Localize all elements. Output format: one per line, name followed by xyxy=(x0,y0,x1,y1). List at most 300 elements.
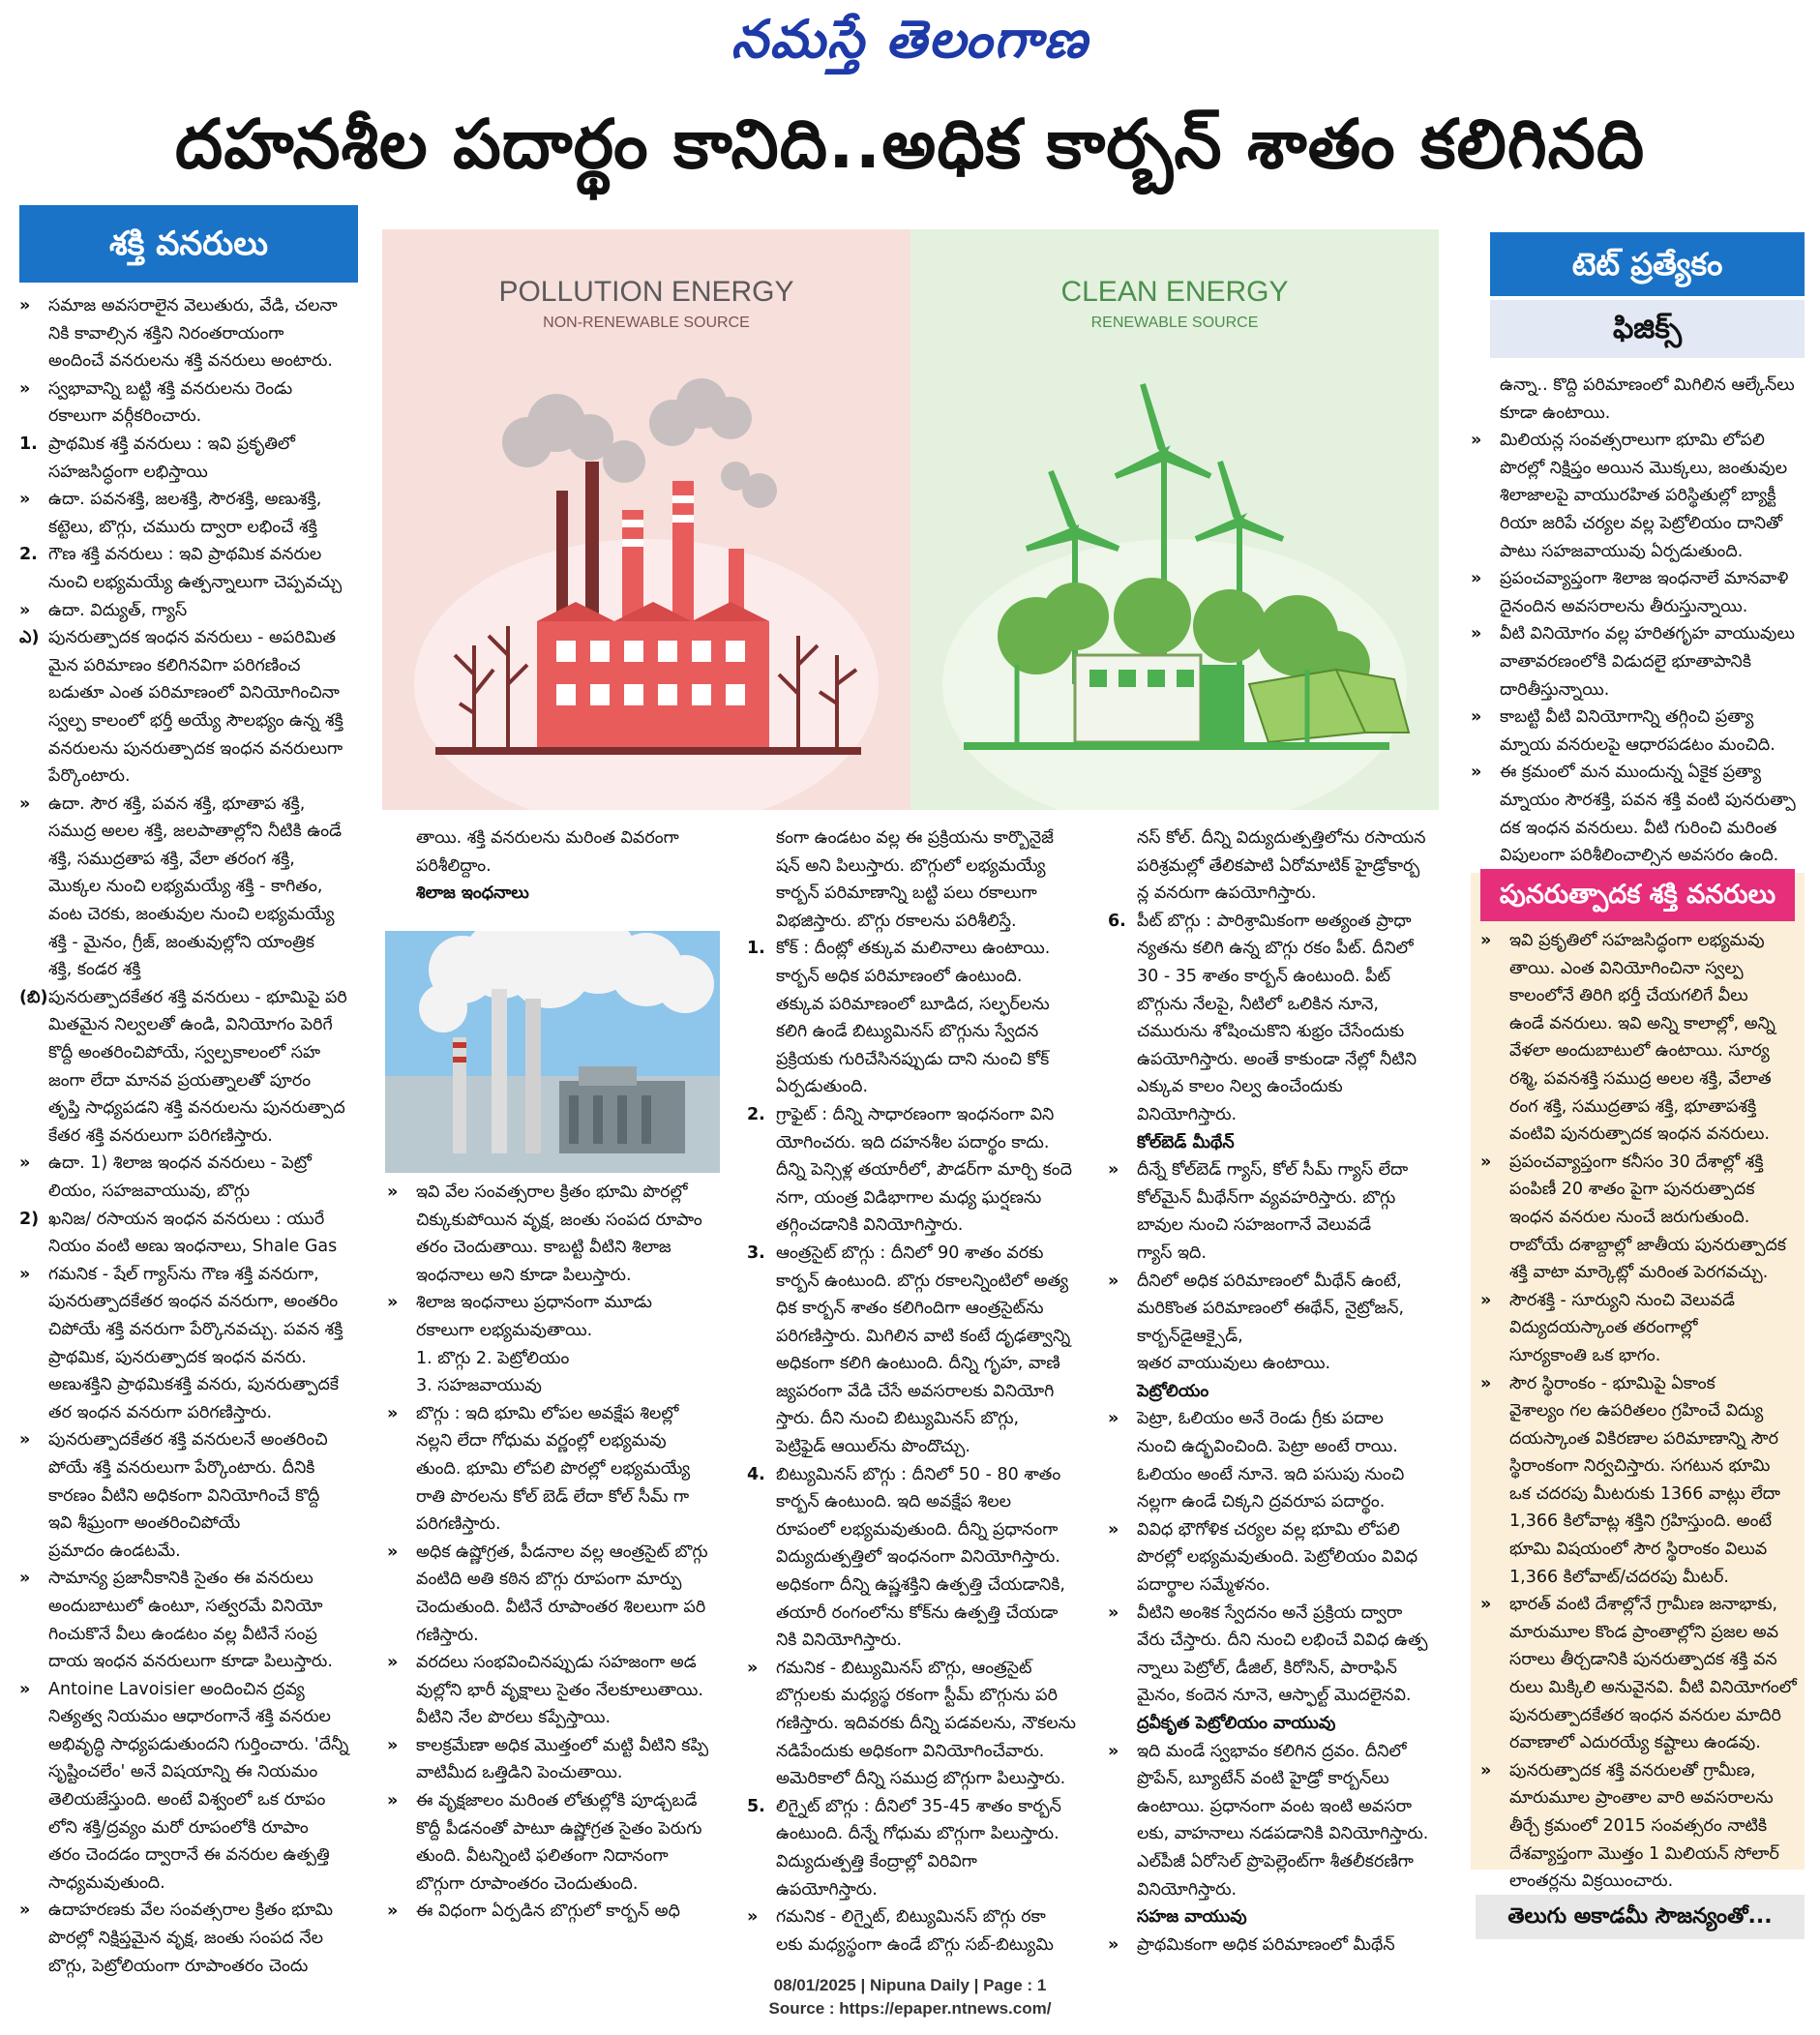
text-line xyxy=(1480,1065,1800,1093)
text-line-content: కార్బన్ పరిమాణాన్ని బట్టి పలు రకాలుగా xyxy=(776,883,1037,904)
text-line xyxy=(19,1786,358,1814)
text-line-content: మైన పరిమాణం కలిగినవిగా పరిగణించ xyxy=(48,655,301,675)
text-line xyxy=(19,1593,358,1621)
text-line-content: వినియోగిస్తారు. xyxy=(1137,1104,1238,1124)
text-line xyxy=(19,679,358,707)
text-line xyxy=(19,1316,358,1344)
text-line-content: ఉపయోగిస్తారు. అంతే కాకుండా నేల్లో నీటిని xyxy=(1137,1049,1417,1069)
text-line-content: కార్బన్ ఉంటుంది. ఇది అవక్షేప శిలల xyxy=(776,1492,1012,1512)
text-line xyxy=(1108,1765,1451,1793)
text-line-content: ఆంత్రసైట్ బొగ్గు : దీనిలో 90 శాతం వరకు xyxy=(776,1242,1044,1263)
text-line xyxy=(747,1516,1086,1544)
bullet-marker: » xyxy=(19,1569,31,1589)
text-line-content: తుంది. వీటన్నింటి ఫలితంగా నిదానంగా xyxy=(416,1846,669,1867)
text-line xyxy=(19,873,358,901)
bullet-marker: » xyxy=(747,1907,759,1928)
bullet-marker: 1. xyxy=(19,434,38,454)
text-line-content: మొక్కల నుంచి లభ్యమయ్యే శక్తి - కాగితం, xyxy=(48,877,323,897)
text-line-content: పీట్ బొగ్గు : పారిశ్రామికంగా అత్యంత ప్రాధా xyxy=(1137,911,1412,931)
text-line-content: తక్కువ పరిమాణంలో బూడిద, సల్ఫర్‌లను xyxy=(776,994,1050,1014)
text-line-content: మ్నాయ వనరులపై ఆధారపడటం మంచిది. xyxy=(1500,734,1775,755)
bullet-marker: » xyxy=(19,1430,31,1451)
text-line-content: ఈ వృక్షజాలం మరింత లోతుల్లోకి పూడ్చబడే xyxy=(416,1791,698,1811)
text-line-content: 1,366 కిలోవాట్ల శక్తిని గ్రహిస్తుంది. అంటే xyxy=(1509,1511,1772,1532)
text-line-content: కట్టెలు, బొగ్గు, చమురు ద్వారా లభించే శక్తి xyxy=(48,517,317,537)
text-line-content: ఉన్నా.. కొద్ది పరిమాణంలో మిగిలిన ఆల్కేన్‌లు xyxy=(1500,375,1795,395)
text-line xyxy=(387,1649,726,1677)
text-line-content: పదార్థాల సమ్మేళనం. xyxy=(1137,1575,1270,1596)
text-line xyxy=(1108,963,1451,991)
text-line xyxy=(1480,955,1800,983)
bullet-marker: » xyxy=(1471,431,1482,451)
text-line-content: శక్తి, కండర శక్తి xyxy=(48,960,141,980)
text-line xyxy=(747,1931,1086,1960)
bullet-marker: » xyxy=(387,1735,399,1755)
text-line-content: నల్లగా ఉండే చిక్కని ద్రవరూప పదార్థం. xyxy=(1137,1492,1386,1512)
text-line xyxy=(1471,427,1805,455)
text-line xyxy=(747,1738,1086,1766)
clean-energy-subtitle: RENEWABLE SOURCE xyxy=(1090,314,1259,331)
text-line-content: న్ల వనరుగా ఉపయోగిస్తారు. xyxy=(1137,883,1317,904)
text-line xyxy=(1471,759,1805,787)
text-line-content: సృష్టించలేం' అనే విషయాన్ని ఈ నియమం xyxy=(48,1762,318,1782)
text-line xyxy=(387,1815,726,1843)
text-line-content: విభజిస్తారు. బొగ్గు రకాలను పరిశీలిస్తే. xyxy=(776,911,1017,931)
text-line-content: వినియోగిస్తారు. xyxy=(1137,1879,1238,1900)
text-line xyxy=(19,1206,358,1234)
bullet-marker: (బి) xyxy=(19,987,48,1007)
text-line-content: దయస్కాంత వికిరణాల పరిమాణాన్ని సౌర xyxy=(1509,1428,1778,1449)
text-line-content: ప్రక్రియకు గురిచేసినప్పుడు దాని నుంచి కోక్ xyxy=(776,1049,1050,1069)
text-line-content: నగా, యంత్ర విడిభాగాల మధ్య ఘర్షణను xyxy=(776,1187,1042,1208)
text-line-content: తగ్గించడానికి వినియోగిస్తారు. xyxy=(776,1215,964,1236)
text-line xyxy=(19,1399,358,1427)
text-line xyxy=(19,1371,358,1399)
text-line-content: నడిపేందుకు అధికంగా వినియోగించేవారు. xyxy=(776,1741,1045,1761)
text-line-content: పరిగణిస్తారు. xyxy=(416,1514,501,1535)
bullet-marker: » xyxy=(19,1679,31,1699)
text-line-content: విద్యుదుత్పత్తిలో ఇంధనంగా వినియోగిస్తారు. xyxy=(776,1547,1060,1568)
bullet-marker: 2. xyxy=(19,545,38,565)
text-line xyxy=(747,1101,1086,1129)
text-line xyxy=(1471,732,1805,760)
factory-graphic xyxy=(382,229,910,810)
text-line xyxy=(19,514,358,542)
bullet-marker: 4. xyxy=(747,1464,765,1484)
text-line xyxy=(19,1814,358,1842)
text-line-content: శిలాజాలపై వాయురహిత పరిస్థితుల్లో బ్యాక్టీ xyxy=(1500,486,1776,506)
text-line xyxy=(19,1122,358,1151)
page-footer xyxy=(0,1974,1820,2020)
text-line xyxy=(19,1344,358,1372)
text-line-content: నుంచి లభ్యమయ్యే ఉత్పన్నాలుగా చెప్పవచ్చు xyxy=(48,572,343,592)
bullet-marker: » xyxy=(387,1653,399,1673)
text-line xyxy=(747,935,1086,963)
text-line xyxy=(387,1372,726,1400)
text-line-content: బొగ్గు, పెట్రోలియంగా రూపాంతరం చెందు xyxy=(48,1956,309,1976)
text-line-content: వేరు చేస్తారు. దీని నుంచి లభించే వివిధ ఉత్ప xyxy=(1137,1631,1428,1651)
text-line-content: లకు మధ్యస్థంగా ఉండే బొగ్గు సబ్-బిట్యుమి xyxy=(776,1934,1054,1955)
text-line-content: మారుమూల కొండ ప్రాంతాల్లోని ప్రజల అవ xyxy=(1509,1622,1779,1642)
text-line xyxy=(19,735,358,763)
text-line-content: దీన్నే కోల్‌బెడ్ గ్యాస్, కోల్ సీమ్ గ్యాస్ లేదా xyxy=(1137,1160,1409,1181)
text-line-content: రశ్మి, పవనశక్తి సముద్ర అలల శక్తి, వేలాత xyxy=(1509,1068,1772,1089)
text-line-content: స్తారు. దీని నుంచి బిట్యుమినస్ బొగ్గు, xyxy=(776,1409,1020,1429)
text-line xyxy=(1108,1101,1451,1129)
text-line xyxy=(387,1566,726,1594)
text-line xyxy=(747,1461,1086,1489)
text-line xyxy=(19,459,358,487)
text-line-content: దేశవ్యాప్తంగా మొత్తం 1 మిలియన్ సోలార్ xyxy=(1509,1843,1779,1864)
text-line xyxy=(747,1018,1086,1046)
text-line-content: అభివృద్ధి సాధ్యపడుతుందని గుర్తించారు. 'దేన్నీ xyxy=(48,1734,349,1754)
text-line xyxy=(1108,1323,1451,1351)
text-line-content: పునరుత్పాదకేతర ఇంధన వనరుల మాదిరి xyxy=(1509,1705,1781,1725)
bullet-marker: 5. xyxy=(747,1796,765,1816)
text-line xyxy=(1480,927,1800,955)
text-line-content: పోయే శక్తి వనరులుగా పేర్కొంటారు. దీనికి xyxy=(48,1457,315,1478)
text-line-content: చిక్కుకుపోయిన వృక్ష, జంతు సంపద రూపాం xyxy=(416,1210,702,1230)
text-line xyxy=(1480,1536,1800,1564)
text-line-content: పొరల్లో లభ్యమవుతుంది. పెట్రోలియం వివిధ xyxy=(1137,1547,1418,1568)
bullet-marker: » xyxy=(1480,1152,1492,1172)
text-line xyxy=(387,1317,726,1345)
column-5 xyxy=(1471,372,1805,870)
text-line-content: తయారీ రంగంలోను కోక్‌ను ఉత్పత్తి చేయడా xyxy=(776,1602,1059,1623)
text-line-content: తాయి. శక్తి వనరులను మరింత వివరంగా xyxy=(416,828,679,848)
text-line-content: స్వల్ప కాలంలో భర్తీ అయ్యే సౌలభ్యం ఉన్న శక్తి xyxy=(48,710,343,731)
text-line xyxy=(747,1600,1086,1628)
text-line-content: దీన్ని పెన్సిళ్ల తయారీలో, పౌడర్‌గా మార్చి కందె xyxy=(776,1160,1073,1181)
text-line xyxy=(1480,1093,1800,1122)
text-line-content: ఉండే వనరులు. ఇవి అన్ని కాలాల్లో, అన్ని xyxy=(1509,1013,1775,1033)
text-line-content: పునరుత్పాదక ఇంధన వనరులు - అపరిమిత xyxy=(48,628,336,648)
text-line-content: కలిగి ఉండే బిట్యుమినస్ బొగ్గును స్వేదన xyxy=(776,1022,1039,1042)
text-line-content: బొగ్గులకు మధ్యస్థ రకంగా స్టీమ్ బొగ్గును పరి xyxy=(776,1686,1058,1706)
text-line xyxy=(1471,620,1805,648)
bullet-marker: » xyxy=(1471,763,1482,783)
text-line xyxy=(19,846,358,874)
text-line-content: అందించే వనరులను శక్తి వనరులు అంటారు. xyxy=(48,351,333,372)
text-line xyxy=(1471,538,1805,566)
text-line xyxy=(1480,1452,1800,1481)
text-line xyxy=(747,1627,1086,1655)
text-line-content: రవాణాలో ఎదురయ్యే కష్టాలు ఉండవు. xyxy=(1509,1733,1761,1753)
text-line xyxy=(19,1870,358,1898)
text-line xyxy=(1480,1508,1800,1536)
text-line xyxy=(1480,1729,1800,1757)
text-line xyxy=(387,1455,726,1483)
pollution-energy-illustration xyxy=(382,229,910,810)
text-line-content: Antoine Lavoisier అందించిన ద్రవ్య xyxy=(48,1679,305,1699)
text-line xyxy=(1480,982,1800,1010)
bullet-marker: » xyxy=(1108,1519,1119,1540)
text-line-content: ప్రాథమిక, పునరుత్పాదక ఇంధన వనరు. xyxy=(48,1347,307,1367)
text-line xyxy=(1108,1240,1451,1268)
text-line-content: భూమి విషయంలో సౌర స్థిరాంకం విలువ xyxy=(1509,1540,1768,1560)
bullet-marker: » xyxy=(1108,1271,1119,1291)
text-line xyxy=(19,292,358,320)
text-line xyxy=(19,652,358,680)
text-line-content: ఇవి శీఘ్రంగా అంతరించిపోయే xyxy=(48,1513,241,1534)
text-line-content: కంగా ఉండటం వల్ల ఈ ప్రక్రియను కార్బొనైజే xyxy=(776,828,1054,848)
renewable-column xyxy=(1480,927,1800,1896)
text-line xyxy=(747,1710,1086,1738)
text-line-content: సూర్యకాంతి ఒక భాగం. xyxy=(1509,1345,1661,1365)
footer-date-line: 08/01/2025 | Nipuna Daily | Page : 1 xyxy=(773,1976,1047,1994)
text-line-content: ఉపయోగిస్తారు. xyxy=(776,1879,878,1900)
renewable-section-title: పునరుత్పాదక శక్తి వనరులు xyxy=(1480,869,1795,921)
text-line xyxy=(19,1897,358,1925)
text-line xyxy=(19,818,358,846)
text-line xyxy=(1480,1702,1800,1730)
text-line-content: లిగ్నైట్ బొగ్గు : దీనిలో 35-45 శాతం కార్బన్ xyxy=(776,1796,1061,1816)
text-line-content: గణిస్తారు. xyxy=(416,1625,479,1645)
text-line-content: కోక్ : దీంట్లో తక్కువ మలినాలు ఉంటాయి. xyxy=(776,939,1051,959)
text-line xyxy=(747,991,1086,1019)
masthead-logo: నమస్తే తెలంగాణ xyxy=(731,8,1089,70)
text-line-content: శక్తి వాటా మార్కెట్లో మరింత పెరగవచ్చు. xyxy=(1509,1263,1769,1283)
text-line-content: బిట్యుమినస్ బొగ్గు : దీనిలో 50 - 80 శాతం xyxy=(776,1464,1061,1484)
bullet-marker: » xyxy=(1108,1409,1119,1429)
tet-special-banner: టెట్ ప్రత్యేకం xyxy=(1490,232,1805,296)
text-line-content: ధిక కార్బన్ శాతం కలిగిందిగా ఆంత్రసైట్‌ను xyxy=(776,1299,1044,1319)
text-line xyxy=(1480,1314,1800,1342)
text-line-content: దీనిలో అధిక పరిమాణంలో మీథేన్ ఉంటే, xyxy=(1137,1271,1402,1291)
text-line-content: కాబట్టి వీటి వినియోగాన్ని తగ్గించి ప్రత్యా xyxy=(1500,707,1754,728)
text-line-content: అమెరికాలో దీన్ని సముద్ర బొగ్గుగా పిలుస్తారు. xyxy=(776,1769,1066,1789)
text-line-content: మితమైన నిల్వలతో ఉండి, వినియోగం పెరిగే xyxy=(48,1015,333,1035)
text-line-content: సౌరశక్తి - సూర్యుని నుంచి వెలువడే xyxy=(1509,1290,1735,1310)
text-line-content: దారితీస్తున్నాయి. xyxy=(1500,679,1610,700)
text-line xyxy=(747,1433,1086,1461)
text-line-content: ఇతర వాయువులు ఉంటాయి. xyxy=(1137,1354,1331,1374)
text-line xyxy=(1108,1793,1451,1821)
bullet-marker: » xyxy=(387,1791,399,1811)
text-line xyxy=(19,1925,358,1953)
text-line-content: పెట్రా, ఓలియం అనే రెండు గ్రీకు పదాల xyxy=(1137,1409,1384,1429)
text-line xyxy=(19,347,358,375)
text-line xyxy=(1480,1342,1800,1370)
bullet-marker: » xyxy=(387,1901,399,1922)
bullet-marker: » xyxy=(1480,931,1492,950)
text-line xyxy=(387,824,726,853)
text-line xyxy=(1108,1571,1451,1600)
text-line-content: యోగించరు. ఇది దహనశీల పదార్థం కాదు. xyxy=(776,1132,1050,1152)
text-line-content: నస్ కోల్. దీన్ని విద్యుదుత్పత్తిలోను రసాయన xyxy=(1137,828,1426,848)
text-line-content: భారత్ వంటి దేశాల్లోనే గ్రామీణ జనాభాకు, xyxy=(1509,1595,1778,1615)
text-line-content: పరిశ్రమల్లో తేలికపాటి ఏరోమాటిక్ హైడ్రోకార్బ xyxy=(1137,855,1420,876)
text-line xyxy=(19,1011,358,1039)
text-line xyxy=(1480,1287,1800,1315)
text-line xyxy=(387,1594,726,1622)
bullet-marker: » xyxy=(1480,1760,1492,1781)
text-line-content: మ్నాయం సౌరశక్తి, పవన శక్తి వంటి పునరుత్పా xyxy=(1500,790,1796,810)
text-line xyxy=(387,853,726,881)
text-line xyxy=(387,1179,726,1207)
text-line-content: వీటి వినియోగం వల్ల హరితగృహ వాయువులు xyxy=(1500,624,1795,644)
text-line-content: బొగ్గును నేలపై, నీటిలో ఒలికిన నూనె, xyxy=(1137,994,1379,1014)
column-3 xyxy=(747,824,1086,1959)
text-line-content: న్యతను కలిగి ఉన్న బొగ్గు రకం పీట్. దీనిలో xyxy=(1137,939,1414,959)
text-line xyxy=(1480,1425,1800,1453)
text-line xyxy=(747,880,1086,908)
text-line-content: నికి కావాల్సిన శక్తిని నిరంతరాయంగా xyxy=(48,323,284,344)
text-line-content: సరాలు తీర్చడానికి పునరుత్పాదక శక్తి వన xyxy=(1509,1650,1777,1670)
text-line-content: ప్రపంచవ్యాప్తంగా కనీసం 30 దేశాల్లో శక్తి xyxy=(1509,1152,1764,1172)
bullet-marker: » xyxy=(1108,1160,1119,1181)
wind-farm-graphic xyxy=(910,229,1439,810)
text-line xyxy=(387,1511,726,1539)
bullet-marker: ఎ) xyxy=(19,628,40,648)
text-line xyxy=(1108,1876,1451,1904)
text-line-content: నల్లని లేదా గోధుమ వర్ణంల్లో లభ్యమవు xyxy=(416,1431,667,1451)
text-line-content: గమనిక - లిగ్నైట్, బిట్యుమినస్ బొగ్గు రకా xyxy=(776,1907,1046,1928)
text-line xyxy=(19,375,358,404)
subsection-heading xyxy=(1108,1129,1451,1157)
text-line-content: సమాజ అవసరాలైన వెలుతురు, వేడి, చలనా xyxy=(48,296,338,315)
text-line xyxy=(1480,1591,1800,1619)
footer-source-line: Source : https://epaper.ntnews.com/ xyxy=(768,1999,1052,2018)
text-line-content: గించుకొనే వీలు ఉండటం వల్ల వీటినే సంప్ర xyxy=(48,1624,317,1644)
text-line-content: సామాన్య ప్రజానీకానికి సైతం ఈ వనరులు xyxy=(48,1569,313,1589)
text-line xyxy=(1480,1619,1800,1647)
bullet-marker: » xyxy=(1471,624,1482,644)
text-line-content: వివిధ భౌగోళిక చర్యల వల్ల భూమి లోపలి xyxy=(1137,1519,1400,1540)
text-line-content: విపులంగా పరిశీలించాల్సిన అవసరం ఉంది. xyxy=(1500,846,1779,866)
bullet-marker: » xyxy=(387,1541,399,1562)
text-line xyxy=(19,1841,358,1870)
text-line xyxy=(19,984,358,1012)
text-line xyxy=(387,1400,726,1428)
text-line xyxy=(747,1212,1086,1240)
text-line xyxy=(387,1345,726,1373)
text-line xyxy=(747,1323,1086,1351)
text-line-content: తాయి. ఎంత వినియోగించినా స్వల్ప xyxy=(1509,958,1744,978)
bullet-marker: » xyxy=(19,1900,31,1921)
text-line xyxy=(1108,1682,1451,1710)
text-line-content: కాలక్రమేణా అధిక మొత్తంలో మట్టి వీటిని కప్పి xyxy=(416,1735,709,1755)
text-line xyxy=(19,1565,358,1593)
text-line xyxy=(1108,853,1451,881)
text-line xyxy=(387,1704,726,1732)
text-line xyxy=(19,1067,358,1095)
text-line-content: చెందుతుంది. వీటినే రూపాంతర శిలలుగా పరి xyxy=(416,1597,706,1617)
text-line xyxy=(747,1571,1086,1600)
text-line xyxy=(1108,1073,1451,1101)
text-line-content: లకు, వాహనాలు నడపడానికి వినియోగిస్తారు. xyxy=(1137,1824,1429,1844)
text-line-content: కోల్‌మైన్ మీథేన్‌గా వ్యవహరిస్తారు. బొగ్గు xyxy=(1137,1187,1396,1208)
text-line-content: ఉదాహరణకు వేల సంవత్సరాల క్రితం భూమి xyxy=(48,1900,333,1921)
text-line xyxy=(1108,1350,1451,1378)
text-line-content: కొద్దీ పీడనంతో పాటూ ఉష్ణోగ్రత సైతం పెరుగు xyxy=(416,1818,702,1839)
text-line-content: చమురును శోషించుకొని శుభ్రం చేసేందుకు xyxy=(1137,1022,1405,1042)
bullet-marker: » xyxy=(1480,1373,1492,1393)
text-line xyxy=(387,1483,726,1511)
text-line xyxy=(19,597,358,625)
subsection-heading xyxy=(1108,1378,1451,1406)
text-line-content: బొగ్గుగా రూపాంతరం చెందుతుంది. xyxy=(416,1873,639,1894)
text-line-content: వాటిమీద ఒత్తిడిని పెంచుతాయి. xyxy=(416,1763,623,1783)
text-line-content: తృప్తి సాధ్యపడని శక్తి వనరులను పునరుత్పాద xyxy=(48,1098,345,1119)
text-line-content: రకాలుగా లభ్యమవుతాయి. xyxy=(416,1320,593,1340)
text-line-content: ప్రాథమికంగా అధిక పరిమాణంలో మీథేన్ xyxy=(1137,1934,1395,1955)
text-line xyxy=(19,1648,358,1676)
text-line-content: లాంతర్లను విక్రయించారు. xyxy=(1509,1871,1674,1892)
text-line xyxy=(1471,482,1805,510)
bullet-marker: » xyxy=(19,296,31,315)
subsection-heading-text: కోల్‌బెడ్ మీథేన్ xyxy=(1137,1132,1235,1152)
text-line-content: ఉదా. 1) శిలాజ ఇంధన వనరులు - పెట్రో xyxy=(48,1153,312,1174)
text-line-content: ఉదా. పవనశక్తి, జలశక్తి, సౌరశక్తి, అణుశక్తి, xyxy=(48,490,322,510)
bullet-marker: » xyxy=(19,793,31,814)
text-line xyxy=(19,1288,358,1316)
text-line xyxy=(747,1848,1086,1876)
text-line-content: పెట్రిఫైడ్ ఆయిల్‌ను పొందొచ్చు. xyxy=(776,1437,970,1457)
text-line xyxy=(1480,1037,1800,1065)
text-line xyxy=(387,1622,726,1650)
text-line xyxy=(387,1234,726,1262)
text-line-content: మిలియన్ల సంవత్సరాలుగా భూమి లోపలి xyxy=(1500,431,1765,451)
text-line-content: వేళలా అందుబాటులో ఉంటాయి. సూర్య xyxy=(1509,1041,1770,1062)
text-line-content: తీర్చే క్రమంలో 2015 సంవత్సరం నాటికి xyxy=(1509,1816,1768,1836)
text-line xyxy=(387,1898,726,1926)
text-line-content: పొరల్లో నిక్షిప్తం అయిన మొక్కలు, జంతువుల xyxy=(1500,458,1788,478)
text-line-content: పేర్కొంటారు. xyxy=(48,766,131,787)
text-line xyxy=(1480,1812,1800,1840)
text-line-content: దైనందిన అవసరాలను తీరుస్తున్నాయి. xyxy=(1500,596,1748,616)
text-line xyxy=(1471,842,1805,870)
text-line xyxy=(19,1703,358,1731)
text-line xyxy=(1480,1149,1800,1177)
text-line-content: విద్యుదుత్పత్తి కేంద్రాల్లో విరివిగా xyxy=(776,1851,977,1871)
section-title-energy-resources: శక్తి వనరులు xyxy=(19,205,358,283)
text-line-content: తుంది. భూమి లోపలి పొరల్లో లభ్యమయ్యే xyxy=(416,1458,691,1479)
text-line xyxy=(1471,648,1805,676)
text-line-content: ఇంధన వనరుల నుంచే జరుగుతుంది. xyxy=(1509,1207,1750,1227)
text-line xyxy=(1480,1868,1800,1896)
text-line-content: గౌణ శక్తి వనరులు : ఇవి ప్రాథమిక వనరుల xyxy=(48,545,322,565)
text-line xyxy=(19,403,358,431)
bullet-marker: 2. xyxy=(747,1104,765,1124)
text-line-content: గమనిక - బిట్యుమినస్ బొగ్గు, ఆంత్రసైట్ xyxy=(776,1658,1032,1678)
text-line-content: బావుల నుంచి సహజంగానే వెలువడే xyxy=(1137,1215,1372,1236)
text-line-content: పునరుత్పాదకేతర శక్తి వనరులు - భూమిపై పరి xyxy=(48,987,347,1007)
text-line xyxy=(19,763,358,791)
text-line xyxy=(747,1046,1086,1074)
text-line-content: చిపోయే శక్తి వనరుగా పేర్కొనవచ్చు. పవన శక్తి xyxy=(48,1319,343,1339)
text-line-content: పరిగణిస్తారు. మిగిలిన వాటి కంటే దృఢత్వాన్ని xyxy=(776,1326,1071,1346)
text-line xyxy=(747,1129,1086,1157)
text-line xyxy=(19,569,358,597)
text-line xyxy=(1108,1488,1451,1516)
column-4 xyxy=(1108,824,1451,1959)
text-line-content: 3. సహజవాయువు xyxy=(416,1376,542,1396)
column-2 xyxy=(387,1179,726,1926)
text-line-content: ప్రొపేన్, బ్యూటేన్ వంటి హైడ్రో కార్బన్‌లు xyxy=(1137,1769,1389,1789)
text-line xyxy=(19,1178,358,1206)
headline: దహనశీల పదార్థం కానిది..అధిక కార్బన్ శాతం కలిగినది xyxy=(174,105,1646,184)
text-line xyxy=(387,1677,726,1705)
text-line xyxy=(1108,935,1451,963)
text-line xyxy=(747,1543,1086,1571)
text-line xyxy=(19,1233,358,1261)
text-line-content: బొగ్గు : ఇది భూమి లోపల అవక్షేప శిలల్లో xyxy=(416,1403,679,1423)
text-line-content: ఉదా. విద్యుత్, గ్యాస్ xyxy=(48,600,188,620)
text-line xyxy=(747,824,1086,853)
text-line-content: తరం చెందడం ద్వారానే ఈ వనరుల ఉత్పత్తి xyxy=(48,1845,330,1866)
text-line-content: ఇవి ప్రకృతిలో సహజసిద్ధంగా లభ్యమవు xyxy=(1509,931,1765,950)
